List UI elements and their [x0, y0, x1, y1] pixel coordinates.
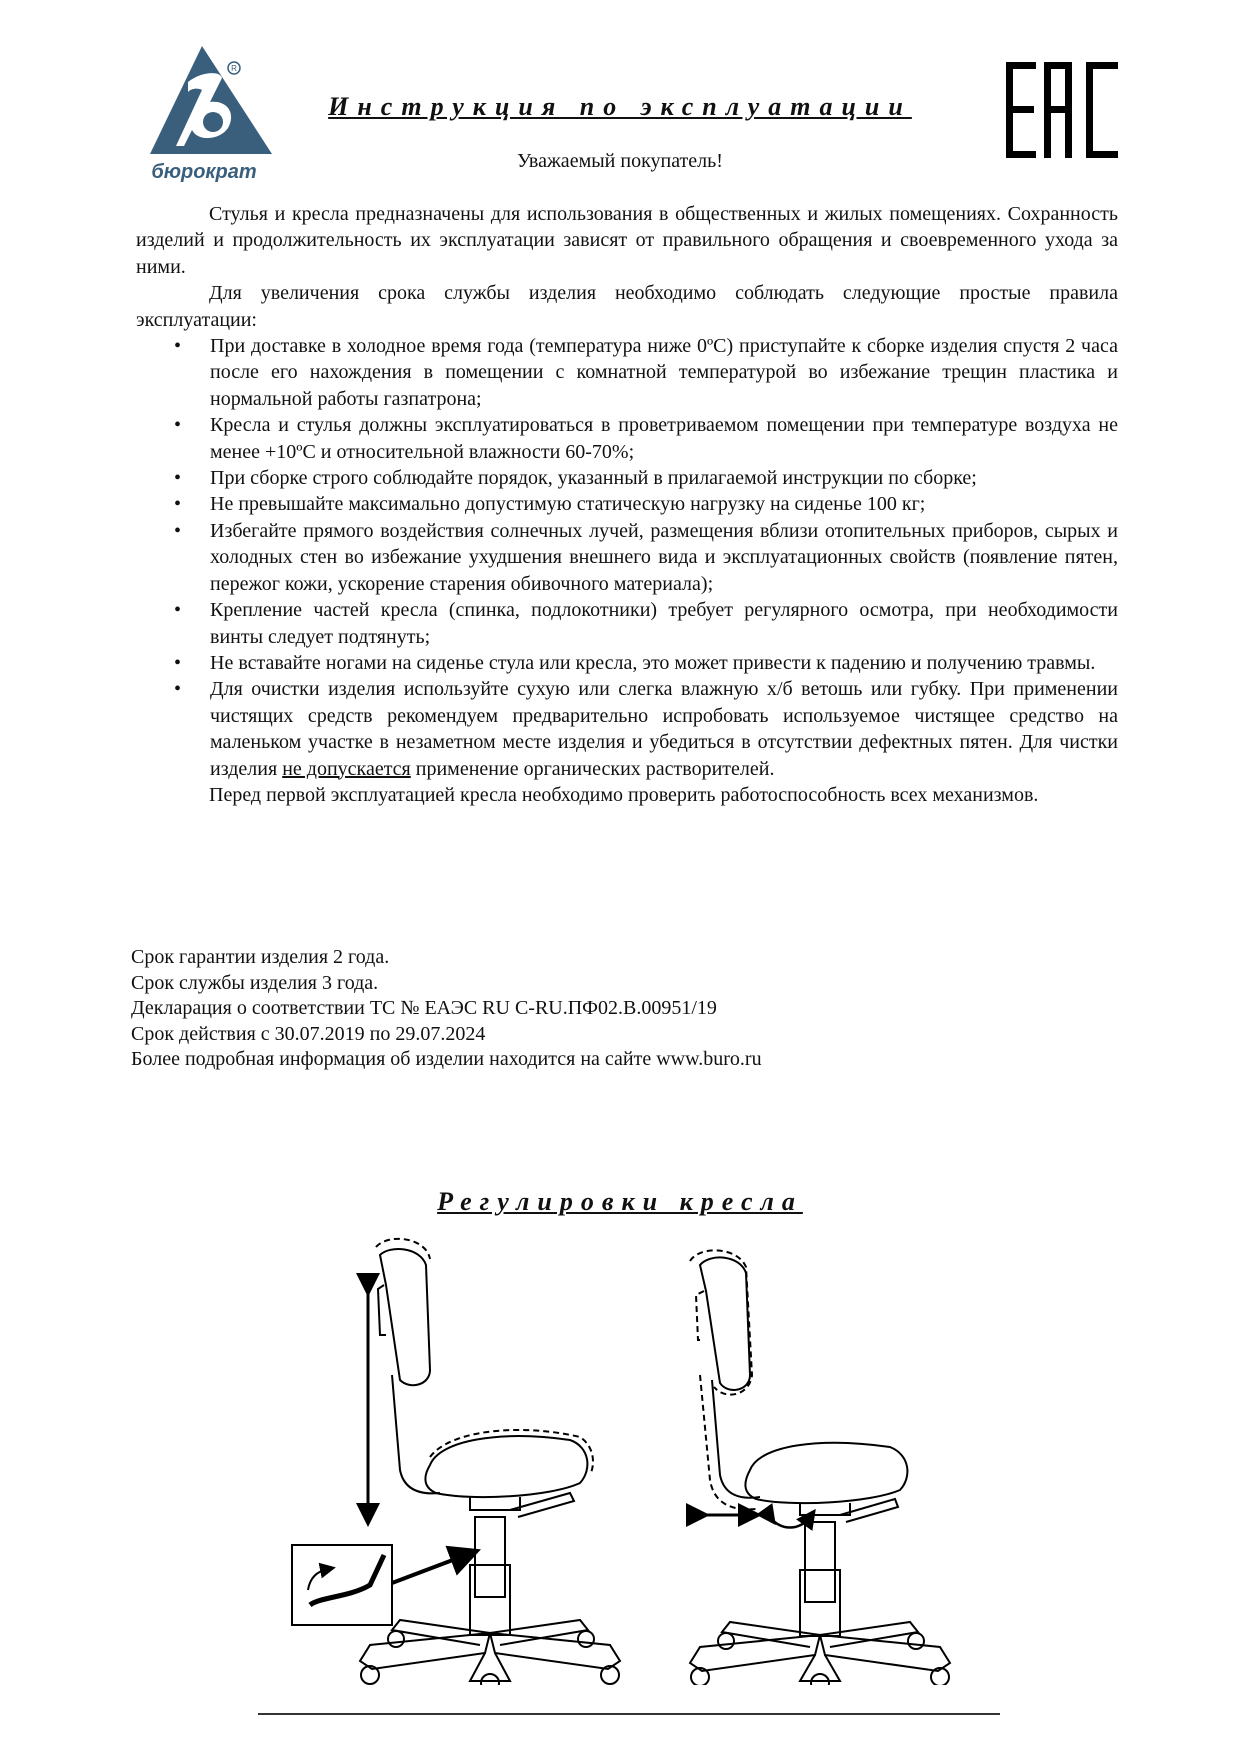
website-line: Более подробная информация об изделии находится на сайте www.buro.ru — [131, 1048, 762, 1071]
adjustments-title: Регулировки кресла — [437, 1187, 803, 1216]
service-life-line: Срок службы изделия 3 года. — [131, 971, 379, 994]
rule-item: • Крепление частей кресла (спинка, подлокотники) требует регулярного осмотра, при необходимости винты следует подтянуть; — [174, 599, 1118, 648]
bullet-icon: • — [174, 414, 182, 437]
intro-paragraph-1: Стулья и кресла предназначены для использования в общественных и жилых помещениях. Сохранность изделий и продолжительность их эксплуатации зависят от правильного обращения и своевременного ухода за ними. — [136, 203, 1118, 278]
bullet-icon: • — [174, 651, 182, 674]
chair-backrest-adjust-illustration — [690, 1250, 950, 1685]
rule-item: • Кресла и стулья должны эксплуатироваться в проветриваемом помещении при температуре воздуха не менее +10ºC и относительной влажности 60-70%; — [174, 414, 1118, 463]
closing-paragraph: Перед первой эксплуатацией кресла необходимо проверить работоспособность всех механизмов. — [209, 783, 1039, 806]
rule-item: • При сборке строго соблюдайте порядок, указанный в прилагаемой инструкции по сборке; — [136, 465, 1118, 491]
rule-item: • Избегайте прямого воздействия солнечных лучей, размещения вблизи отопительных приборов, сырых и холодных стен во избежание ухудшения внешнего вида и эксплуатационных свойств (появление пятен, пережог кожи, ускорение старения обивочного материала); — [174, 519, 1118, 595]
declaration-line: Декларация о соответствии ТС № ЕАЭС RU С-RU.ПФ02.В.00951/19 — [131, 997, 717, 1020]
logo-text: бюрократ — [151, 161, 257, 183]
rule-item: • Не вставайте ногами на сиденье стула или кресла, это может привести к падению и получению травмы. — [136, 650, 1118, 676]
bullet-icon: • — [174, 519, 182, 542]
lever-callout — [292, 1545, 392, 1625]
rule-item: • Не превышайте максимально допустимую статическую нагрузку на сиденье 100 кг; — [136, 491, 1118, 517]
warranty-line: Срок гарантии изделия 2 года. — [131, 946, 390, 968]
bullet-icon: • — [174, 335, 182, 358]
chair-height-adjust-illustration — [360, 1239, 620, 1685]
bullet-icon: • — [174, 678, 182, 701]
svg-text:R: R — [231, 64, 237, 73]
rule-item: • При доставке в холодное время года (температура ниже 0ºC) приступайте к сборке изделия спустя 2 часа после его нахождения в помещении с комнатной температурой во избежание трещин пластика и нормальной работы газпатрона; — [174, 335, 1118, 410]
emphasis-not-allowed: не допускается — [282, 757, 411, 780]
bottom-divider — [258, 1713, 1000, 1715]
greeting: Уважаемый покупатель! — [517, 150, 723, 172]
intro-paragraph-2: Для увеличения срока службы изделия необходимо соблюдать следующие простые правила эксплуатации: — [136, 282, 1118, 331]
rule-item-cleaning: • Для очистки изделия используйте сухую или слегка влажную х/б ветошь или губку. При применении чистящих средств рекомендуем предварительно испробовать используемое чистящее средство на маленьком участке в незаметном месте изделия и убедиться в отсутствии дефектных пятен. Для чистки изделия не допускается применение органических растворителей. — [174, 678, 1118, 780]
bullet-icon: • — [174, 467, 182, 490]
validity-line: Срок действия с 30.07.2019 по 29.07.2024 — [131, 1022, 486, 1045]
page-title: Инструкция по эксплуатации — [328, 92, 912, 121]
lever-pointer-arrow-icon — [392, 1555, 466, 1583]
bullet-icon: • — [174, 599, 182, 622]
chair-adjustment-diagram — [280, 1225, 980, 1685]
instructions-body — [136, 201, 1118, 808]
rules-list — [136, 333, 1118, 782]
warranty-info — [131, 945, 762, 1073]
bullet-icon: • — [174, 493, 182, 516]
